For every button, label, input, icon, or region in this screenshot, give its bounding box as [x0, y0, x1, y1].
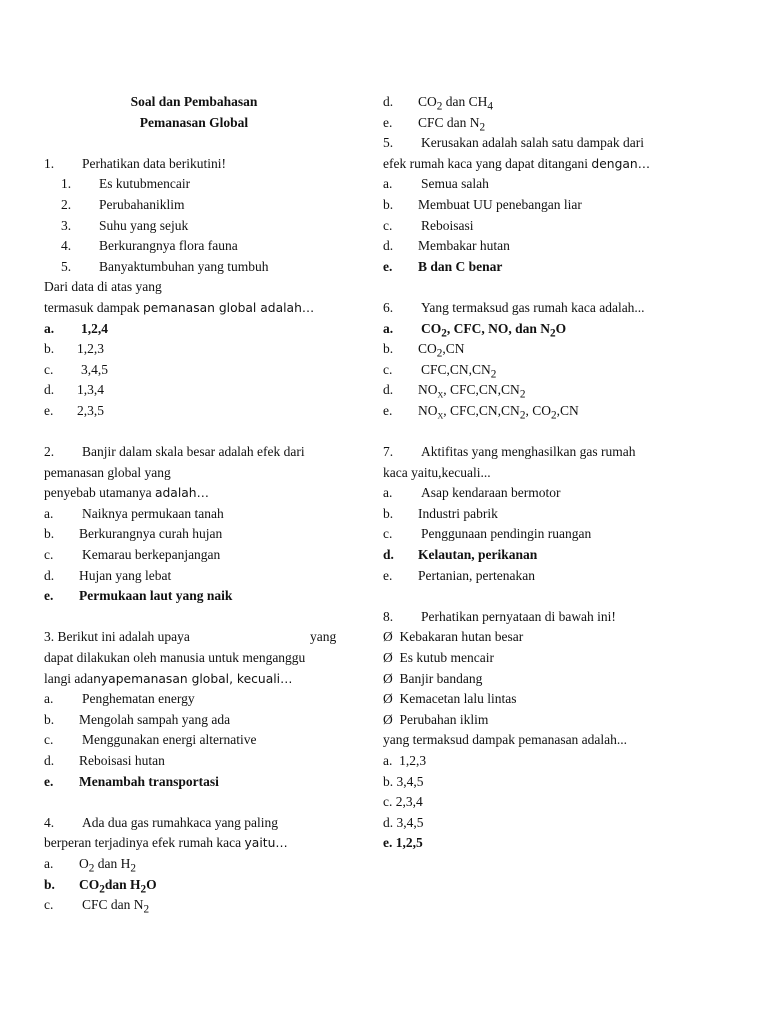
q3-stem: 3. Berikut ini adalah upaya yang — [44, 629, 337, 645]
q8-option-d: d. 3,4,5 — [383, 814, 424, 830]
q4-stem: 4. Ada dua gas rumahkaca yang paling — [44, 814, 279, 830]
q4-stem-cont: berperan terjadinya efek rumah kaca yaitu… — [44, 835, 288, 851]
q7-stem-cont: kaca yaitu,kecuali... — [383, 464, 491, 480]
q8-option-e: e. 1,2,5 — [383, 835, 423, 851]
q7-option-b: b. Industri pabrik — [383, 505, 498, 521]
left-column — [44, 92, 344, 916]
q8-item: Ø Banjir bandang — [383, 670, 483, 686]
q2-option-e: e. Permukaan laut yang naik — [44, 588, 233, 604]
q5-option-b: b. Membuat UU penebangan liar — [383, 196, 582, 212]
q1-option-e: e. 2,3,5 — [44, 402, 104, 418]
empty-set-bullet-icon: Ø — [383, 650, 393, 666]
q1-stem-cont: termasuk dampak pemanasan global adalah… — [44, 299, 315, 315]
q5-stem-cont: efek rumah kaca yang dapat ditangani dengan… — [383, 155, 651, 171]
q7-option-c: c. Penggunaan pendingin ruangan — [383, 526, 592, 542]
q5-option-e: e. B dan C benar — [383, 258, 503, 274]
q5-option-a: a. Semua salah — [383, 176, 489, 192]
empty-set-bullet-icon: Ø — [383, 711, 393, 727]
q1-item: 3. Suhu yang sejuk — [61, 217, 189, 233]
q4-option-e: e. CFC dan $N_2$ — [383, 114, 486, 134]
q8-item: Ø Kebakaran hutan besar — [383, 629, 524, 645]
empty-set-bullet-icon: Ø — [383, 629, 393, 645]
q3-option-e: e. Menambah transportasi — [44, 773, 219, 789]
q8-question: yang termaksud dampak pemanasan adalah... — [383, 732, 628, 748]
q3-stem-cont: langi adanyapemanasan global, kecuali… — [44, 670, 293, 686]
q7-option-a: a. Asap kendaraan bermotor — [383, 485, 561, 501]
q5-option-d: d. Membakar hutan — [383, 238, 510, 254]
doc-subtitle: Pemanasan Global — [139, 114, 249, 130]
q1-option-a: a. 1,2,4 — [44, 320, 108, 336]
q6-option-d: d. $NO_X$, $CFC,CN,CN_2$ — [383, 382, 526, 401]
q2-option-a: a. Naiknya permukaan tanah — [44, 505, 224, 521]
q1-stem: 1. Perhatikan data berikutini! — [44, 155, 226, 171]
q1-item: 4. Berkurangnya flora fauna — [61, 238, 238, 254]
q1-option-d: d. 1,3,4 — [44, 382, 104, 398]
q8-stem: 8. Perhatikan pernyataan di bawah ini! — [383, 608, 616, 624]
q6-option-b: b. $CO_2,CN$ — [383, 341, 465, 360]
q2-option-c: c. Kemarau berkepanjangan — [44, 547, 221, 563]
q5-stem: 5. Kerusakan adalah salah satu dampak dari — [383, 135, 645, 151]
q4-option-c: c. CFC dan $N_2$ — [44, 897, 150, 916]
q1-item: 5. Banyaktumbuhan yang tumbuh — [61, 258, 269, 274]
q3-option-c: c. Menggunakan energi alternative — [44, 732, 257, 748]
q8-option-a: a. 1,2,3 — [383, 753, 427, 768]
q1-item: 1. Es kutubmencair — [61, 176, 191, 192]
q3-option-b: b. Mengolah sampah yang ada — [44, 711, 231, 727]
q7-option-d: d. Kelautan, perikanan — [383, 547, 538, 563]
q1-option-b: b. 1,2,3 — [44, 341, 104, 357]
q5-option-c: c. Reboisasi — [383, 217, 474, 233]
q2-option-b: b. Berkurangnya curah hujan — [44, 526, 223, 542]
q3-stem-cont: dapat dilakukan oleh manusia untuk menganggu — [44, 650, 306, 666]
q1-stem-cont: Dari data di atas yang — [44, 279, 162, 295]
q4-option-d: d. $CO_2$ dan $CH_4$ — [383, 94, 494, 113]
q6-option-a: a. $CO_2$, CFC, NO, dan $N_2O$ — [383, 320, 567, 340]
q4-option-a: a. $O_2$ dan $H_2$ — [44, 855, 136, 875]
q2-option-d: d. Hujan yang lebat — [44, 567, 172, 583]
q7-stem: 7. Aktifitas yang menghasilkan gas rumah — [383, 444, 636, 460]
empty-set-bullet-icon: Ø — [383, 670, 393, 686]
q2-stem: 2. Banjir dalam skala besar adalah efek dari — [44, 444, 305, 460]
q4-option-b: b. $CO_2dan$ $H_2O$ — [44, 876, 157, 896]
q7-option-e: e. Pertanian, pertenakan — [383, 567, 535, 583]
q8-option-b: b. 3,4,5 — [383, 773, 424, 789]
q8-item: Ø Perubahan iklim — [383, 711, 489, 727]
q2-stem-cont: pemanasan global yang — [44, 464, 171, 480]
q8-item: Ø Kemacetan lalu lintas — [383, 691, 517, 707]
q8-option-c: c. 2,3,4 — [383, 794, 423, 810]
q3-option-a: a. Penghematan energy — [44, 691, 195, 707]
empty-set-bullet-icon: Ø — [383, 691, 393, 707]
q6-option-e: e. $NO_X$, $CFC,CN,CN_2$, $CO_2,CN$ — [383, 402, 579, 422]
q6-option-c: c. $CFC,CN,CN_2$ — [383, 361, 497, 381]
q3-option-d: d. Reboisasi hutan — [44, 753, 165, 768]
right-column — [383, 92, 683, 854]
q6-stem: 6. Yang termaksud gas rumah kaca adalah... — [383, 299, 645, 315]
doc-title: Soal dan Pembahasan — [130, 94, 258, 109]
q1-item: 2. Perubahaniklim — [61, 196, 185, 212]
q1-option-c: c. 3,4,5 — [44, 361, 108, 377]
q2-stem-cont: penyebab utamanya adalah… — [44, 485, 209, 501]
q8-item: Ø Es kutub mencair — [383, 650, 494, 666]
